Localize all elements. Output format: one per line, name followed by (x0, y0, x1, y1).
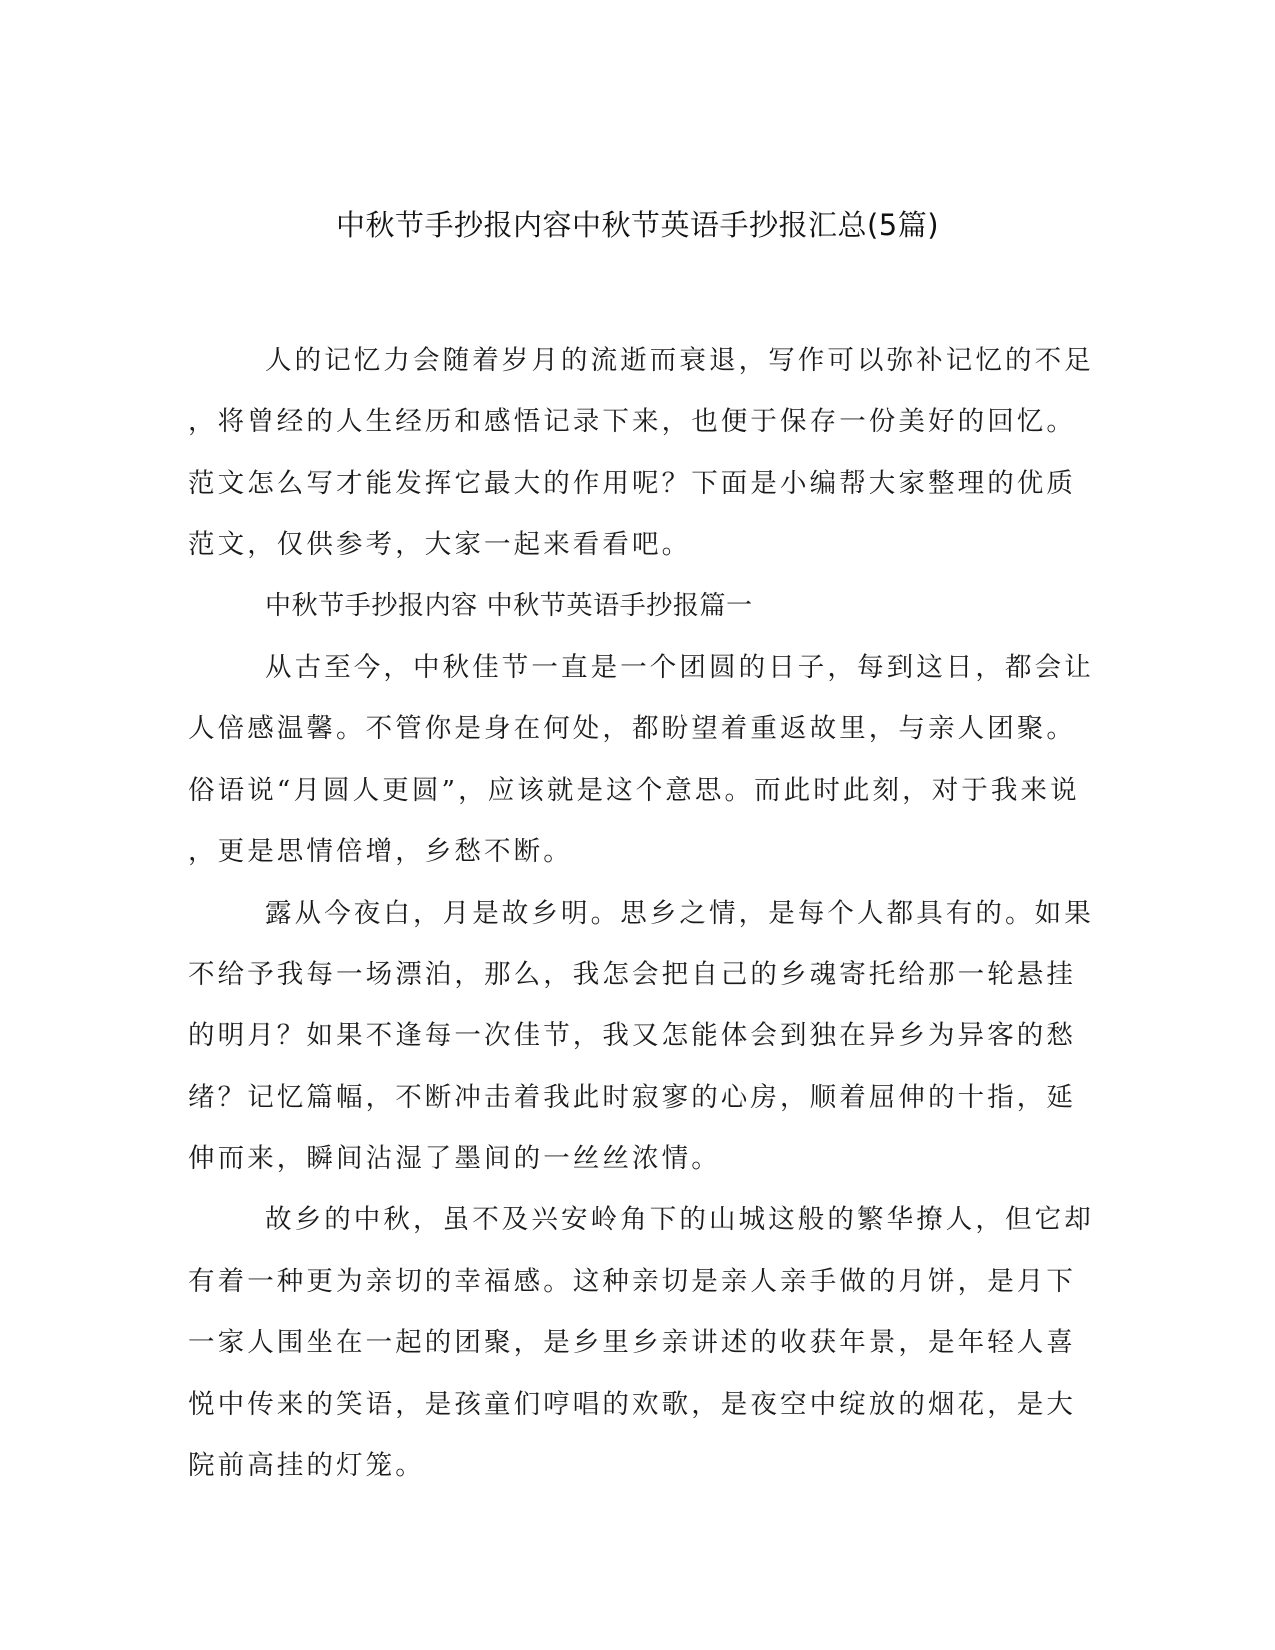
paragraph-line: 不给予我每一场漂泊，那么，我怎会把自己的乡魂寄托给那一轮悬挂 (188, 958, 1076, 990)
paragraph-line: 故乡的中秋，虽不及兴安岭角下的山城这般的繁华撩人，但它却 (265, 1204, 1094, 1236)
paragraph-line: 人的记忆力会随着岁月的流逝而衰退，写作可以弥补记忆的不足 (265, 345, 1094, 376)
paragraph-line: 悦中传来的笑语，是孩童们哼唱的欢歌，是夜空中绽放的烟花，是大 (188, 1388, 1076, 1420)
document-body (188, 330, 1094, 1496)
paragraph-line: 一家人围坐在一起的团聚，是乡里乡亲讲述的收获年景，是年轻人喜 (188, 1327, 1076, 1359)
paragraph-line: 范文，仅供参考，大家一起来看看吧。 (188, 529, 692, 561)
paragraph-line: ，更是思情倍增，乡愁不断。 (188, 836, 573, 868)
paragraph-line: 有着一种更为亲切的幸福感。这种亲切是亲人亲手做的月饼，是月下 (188, 1265, 1076, 1297)
section-heading: 中秋节手抄报内容 中秋节英语手抄报篇一 (265, 590, 753, 621)
paragraph-line: 绪？记忆篇幅，不断冲击着我此时寂寥的心房，顺着屈伸的十指，延 (188, 1081, 1076, 1113)
paragraph-line: 范文怎么写才能发挥它最大的作用呢？下面是小编帮大家整理的优质 (188, 467, 1076, 499)
paragraph-line: 俗语说“月圆人更圆”，应该就是这个意思。而此时此刻，对于我来说 (188, 774, 1080, 806)
paragraph-line: 的明月？如果不逢每一次佳节，我又怎能体会到独在异乡为异客的愁 (188, 1020, 1076, 1052)
paragraph-line: 露从今夜白，月是故乡明。思乡之情，是每个人都具有的。如果 (265, 897, 1094, 929)
paragraph-line: 从古至今，中秋佳节一直是一个团圆的日子，每到这日，都会让 (265, 651, 1094, 683)
paragraph-line: 院前高挂的灯笼。 (188, 1450, 425, 1482)
paragraph-line: ，将曾经的人生经历和感悟记录下来，也便于保存一份美好的回忆。 (188, 406, 1076, 438)
document-title: 中秋节手抄报内容中秋节英语手抄报汇总(5篇) (335, 208, 940, 242)
paragraph-line: 人倍感温馨。不管你是身在何处，都盼望着重返故里，与亲人团聚。 (188, 713, 1076, 745)
paragraph-line: 伸而来，瞬间沾湿了墨间的一丝丝浓情。 (188, 1143, 721, 1175)
